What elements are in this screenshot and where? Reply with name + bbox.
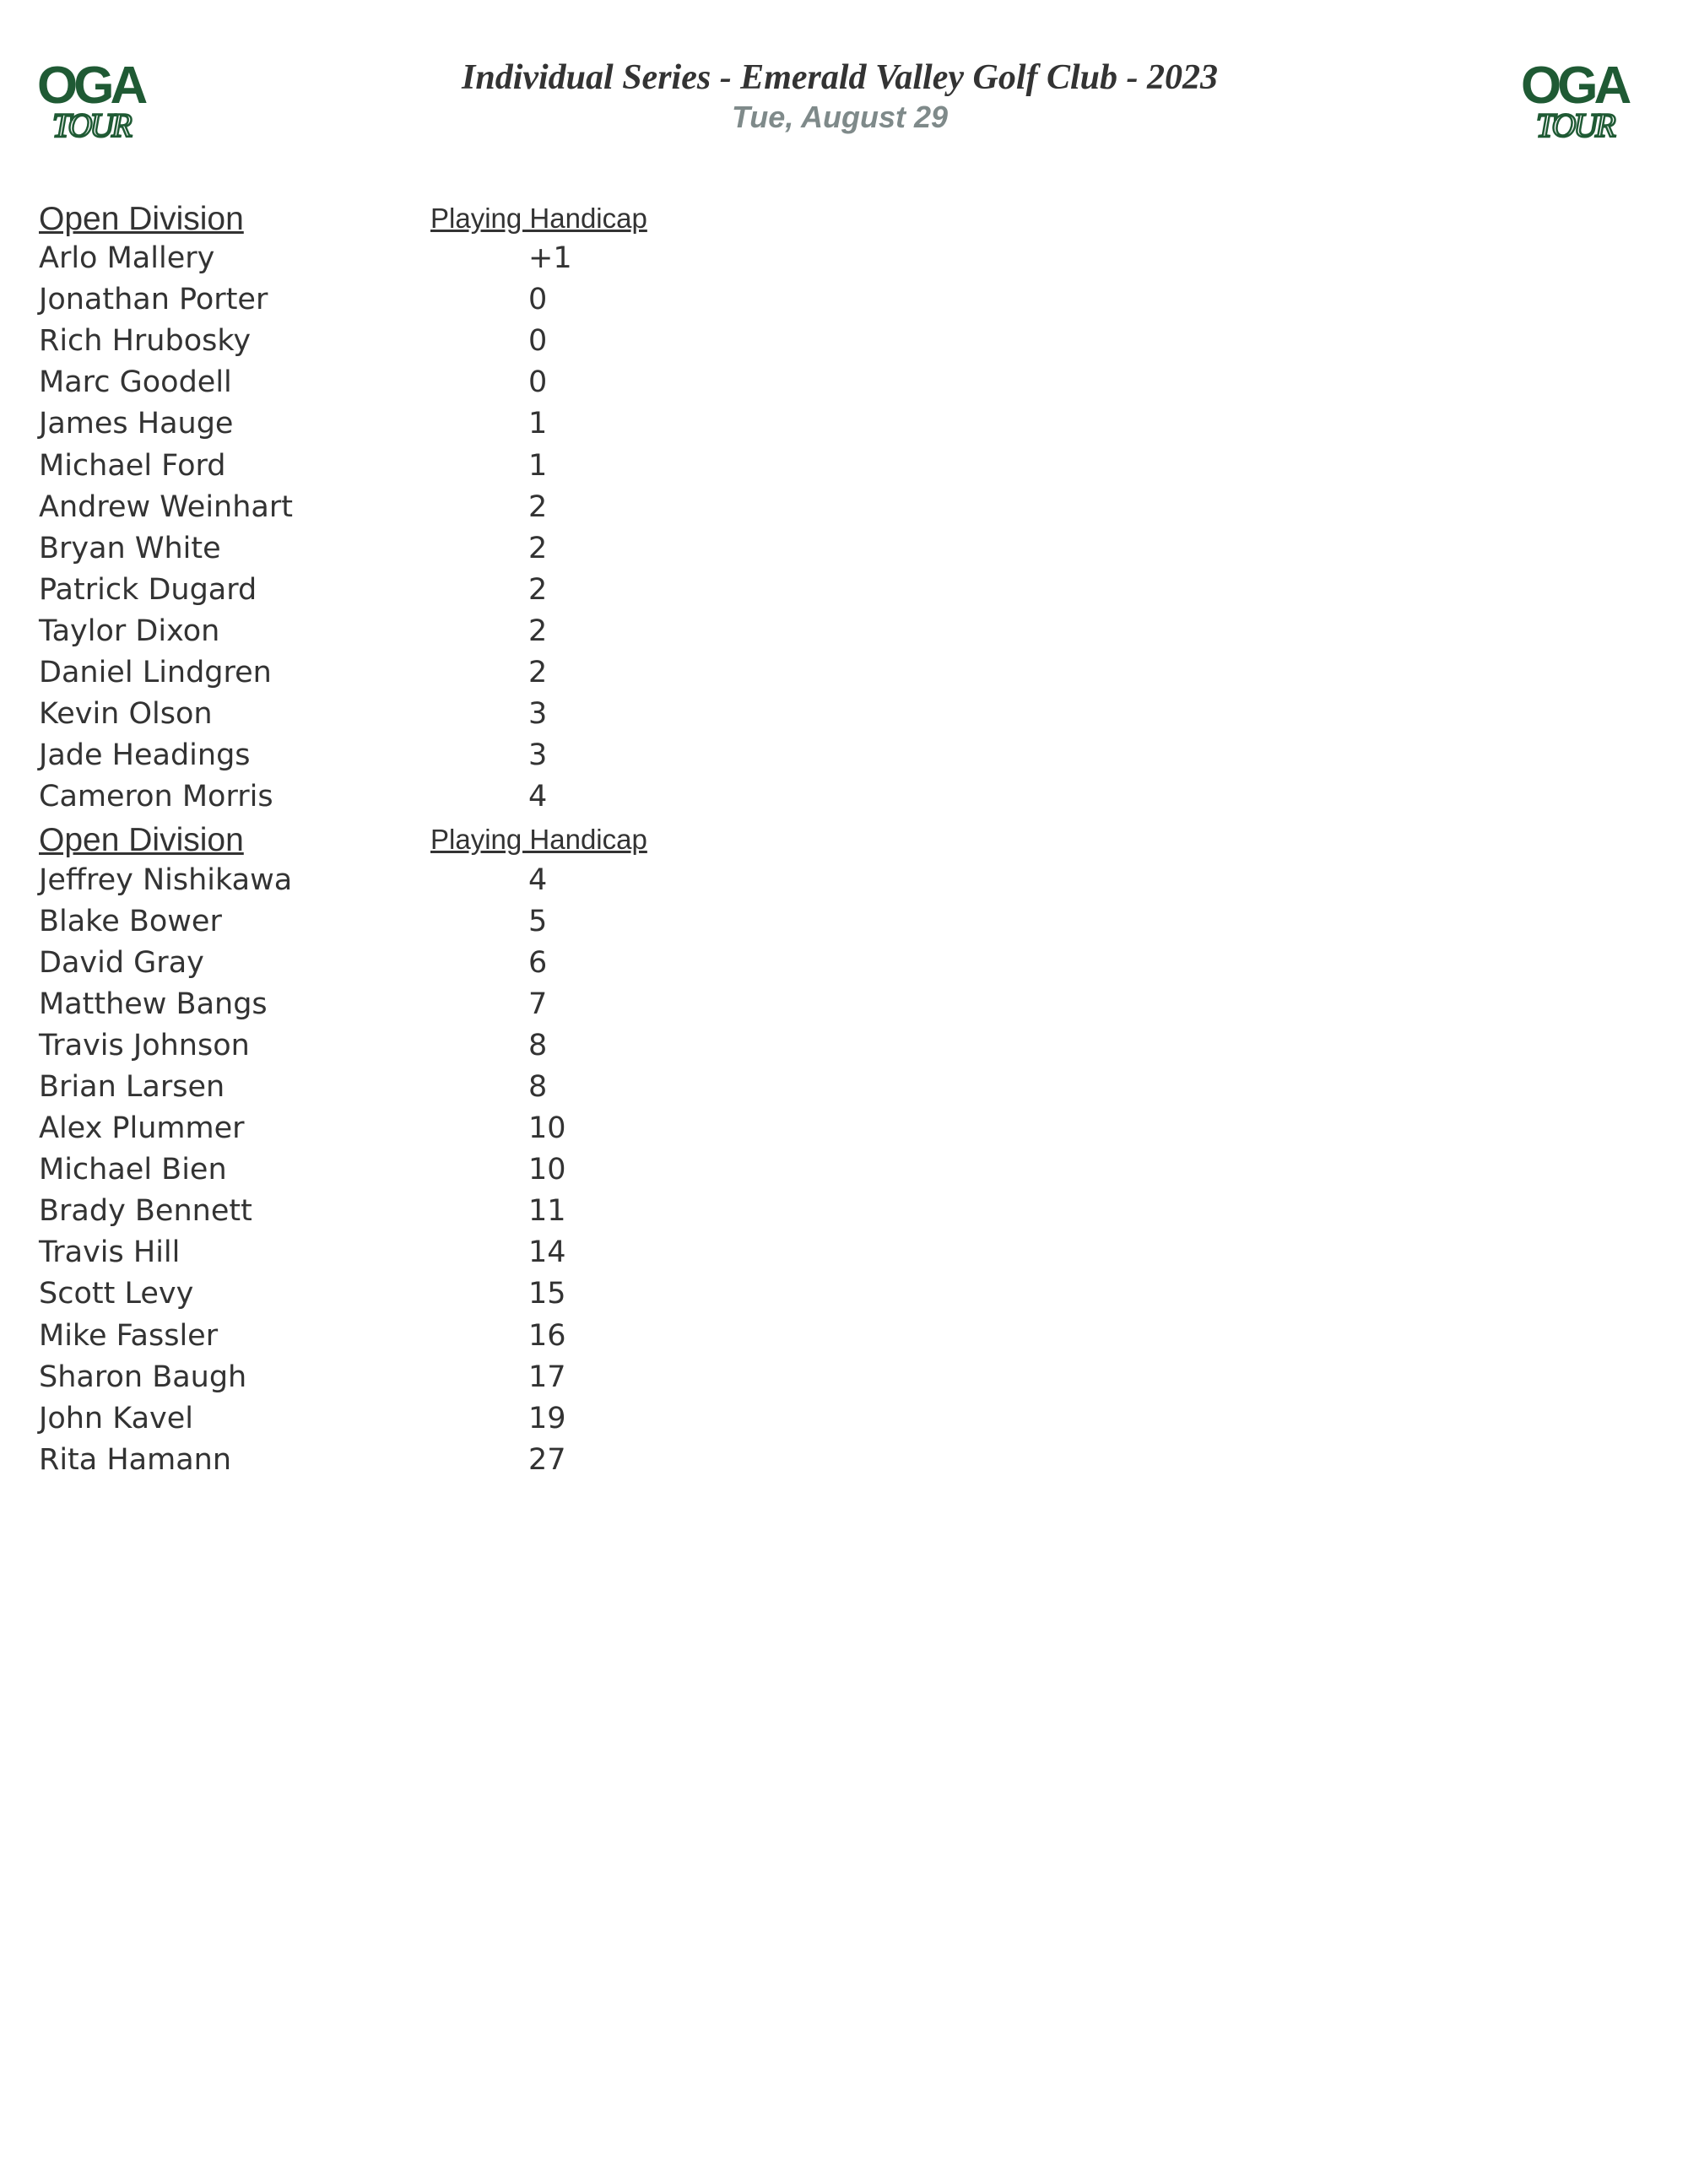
svg-text:OGA: OGA — [1521, 57, 1628, 115]
player-handicap: 6 — [528, 945, 548, 980]
player-name: Rich Hrubosky — [39, 324, 252, 359]
division-heading: Open Division — [39, 201, 244, 237]
player-name: Travis Hill — [39, 1235, 181, 1270]
player-name: David Gray — [39, 945, 204, 980]
player-name: Matthew Bangs — [39, 987, 268, 1021]
svg-text:TOUR: TOUR — [1536, 106, 1614, 144]
player-handicap: 1 — [528, 448, 548, 483]
handicap-column-header: Playing Handicap — [430, 203, 647, 234]
player-handicap: 8 — [528, 1028, 548, 1062]
player-name: Jeffrey Nishikawa — [39, 862, 293, 897]
player-name: James Hauge — [39, 407, 234, 441]
player-handicap: 8 — [528, 1069, 548, 1104]
oga-tour-logo-right — [1519, 52, 1646, 145]
player-handicap: 15 — [528, 1277, 566, 1311]
player-name: Arlo Mallery — [39, 241, 215, 276]
player-name: Sharon Baugh — [39, 1360, 247, 1394]
player-handicap: 0 — [528, 283, 548, 317]
event-date: Tue, August 29 — [731, 100, 949, 134]
player-handicap: 3 — [528, 738, 548, 773]
player-handicap: 2 — [528, 531, 548, 565]
player-name: Marc Goodell — [39, 365, 232, 400]
player-handicap: 2 — [528, 614, 548, 648]
player-name: Daniel Lindgren — [39, 656, 272, 690]
event-title: Individual Series - Emerald Valley Golf Club - 2023 — [461, 58, 1219, 97]
player-name: Michael Bien — [39, 1153, 227, 1187]
player-name: Brady Bennett — [39, 1194, 252, 1229]
player-handicap: 10 — [528, 1111, 566, 1146]
player-handicap: 0 — [528, 365, 548, 400]
player-name: Mike Fassler — [39, 1318, 219, 1353]
svg-text:OGA: OGA — [37, 57, 144, 115]
player-handicap: 14 — [528, 1235, 566, 1270]
player-handicap: 27 — [528, 1442, 566, 1477]
player-handicap: 10 — [528, 1153, 566, 1187]
player-name: Kevin Olson — [39, 697, 213, 732]
handicap-column-header: Playing Handicap — [430, 824, 647, 856]
player-handicap: 1 — [528, 407, 548, 441]
player-name: Cameron Morris — [39, 780, 273, 814]
player-handicap: 16 — [528, 1318, 566, 1353]
player-name: Andrew Weinhart — [39, 489, 293, 524]
player-handicap: 4 — [528, 780, 548, 814]
player-name: Brian Larsen — [39, 1069, 225, 1104]
player-name: Bryan White — [39, 531, 221, 565]
player-handicap: +1 — [528, 241, 572, 276]
player-name: Taylor Dixon — [39, 614, 220, 648]
player-handicap: 2 — [528, 489, 548, 524]
player-handicap: 5 — [528, 904, 548, 938]
player-name: Scott Levy — [39, 1277, 194, 1311]
player-name: Alex Plummer — [39, 1111, 245, 1146]
player-name: John Kavel — [39, 1401, 193, 1435]
player-name: Rita Hamann — [39, 1442, 232, 1477]
player-handicap: 2 — [528, 572, 548, 607]
player-handicap: 19 — [528, 1401, 566, 1435]
player-handicap: 4 — [528, 862, 548, 897]
player-name: Jonathan Porter — [39, 283, 268, 317]
player-handicap: 11 — [528, 1194, 566, 1229]
player-name: Jade Headings — [39, 738, 251, 773]
player-name: Michael Ford — [39, 448, 226, 483]
player-handicap: 7 — [528, 987, 548, 1021]
svg-text:TOUR: TOUR — [52, 106, 130, 144]
player-handicap: 0 — [528, 324, 548, 359]
player-handicap: 17 — [528, 1360, 566, 1394]
player-handicap: 2 — [528, 656, 548, 690]
division-heading: Open Division — [39, 822, 244, 859]
player-handicap: 3 — [528, 697, 548, 732]
player-name: Travis Johnson — [39, 1028, 250, 1062]
player-name: Blake Bower — [39, 904, 222, 938]
player-name: Patrick Dugard — [39, 572, 257, 607]
